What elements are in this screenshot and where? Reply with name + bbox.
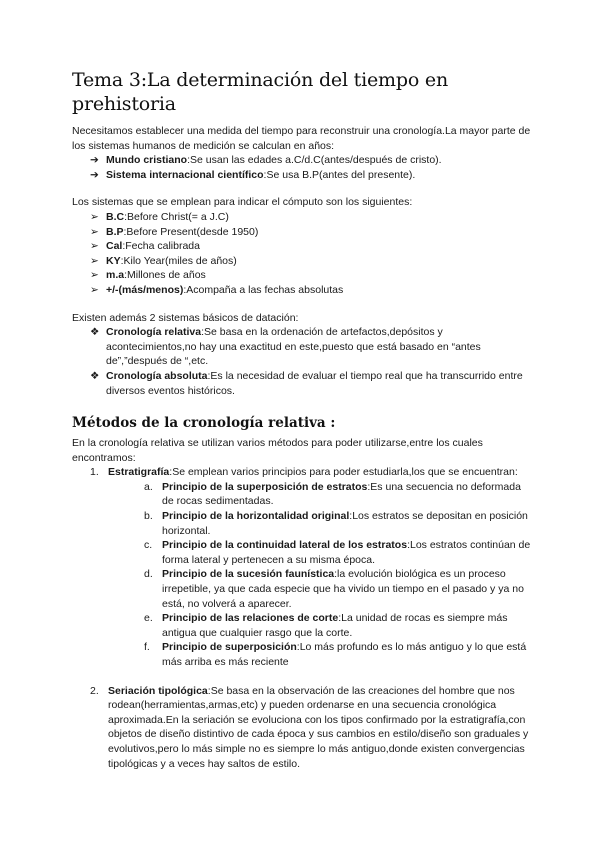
section-intro: En la cronología relativa se utilizan varios métodos para poder utilizarse,entre los cuales encontramos:: [72, 437, 483, 464]
intro-paragraph: Necesitamos establecer una medida del tiempo para reconstruir una cronología.La mayor parte de los sistemas humanos de medición se calculan en años:: [72, 125, 531, 152]
principle-item: b. Principio de la horizontalidad original:Los estratos se depositan en posición horizontal.: [144, 510, 528, 537]
list-item: ➢ Cal:Fecha calibrada: [90, 240, 200, 253]
systems-intro: Los sistemas que se emplean para indicar el cómputo son los siguientes:: [72, 196, 413, 209]
principles-list: [108, 480, 532, 670]
list-number: 2.: [90, 684, 99, 697]
intro-list: [72, 153, 532, 182]
method-item: 1. Estratigrafía:Se emplean varios principios para poder estudiarla,los que se encuentran: a. Principio de la superposición de estratos:Es una secuencia no deformada de rocas sedimentadas. b. Principio de la horizontalidad original:Los estratos se depositan en posición horizontal. c. Principio de la continuidad lateral de los estratos:Los estratos continúan de forma lateral y pertenecen a su misma época. d. Principio de la sucesión faunística:la evolución biológica es un proceso irrepetible, ya que cada especie que ha vivido un tiempo en el pasado y ya no está, no volverá a aparecer. e. Principio de las relaciones de corte:La unidad de rocas es siempre más antigua que cualquier rasgo que la corte. f. Principio de superposición:Lo más profundo es lo más antiguo y lo que está más arriba es más reciente: [90, 466, 531, 668]
list-item: ➢ KY:Kilo Year(miles de años): [90, 254, 237, 267]
method-item: 2. Seriación tipológica:Se basa en la observación de las creaciones del hombre que nos rodean(herramientas,armas,etc) y pueden ordenarse en una secuencia cronológica aproximada.En la seriación se evoluciona con los tipos confirmado por la estratigrafía,con objetos de diseño distintivo de cada época y sus cambios en estilo/diseño son graduales y evolutivos,pero lo más simple no es siempre lo más antiguo,donde existen convergencias tipológicas y a veces hay saltos de estilo.: [90, 684, 529, 770]
principle-item: e. Principio de las relaciones de corte:La unidad de rocas es siempre más antigua que cualquier rasgo que la corte.: [144, 612, 508, 639]
dating-list: [72, 325, 532, 398]
triangle-bullet-icon: ➢: [90, 283, 99, 296]
diamond-bullet-icon: ❖: [90, 326, 100, 339]
principle-item: d. Principio de la sucesión faunística:la evolución biológica es un proceso irrepetible, ya que cada especie que ha vivido un tiempo en el pasado y ya no está, no volverá a aparecer.: [144, 568, 524, 610]
triangle-bullet-icon: ➢: [90, 269, 99, 282]
systems-list: [72, 210, 532, 298]
dating-intro: Existen además 2 sistemas básicos de datación:: [72, 311, 299, 324]
arrow-icon: ➔: [90, 154, 99, 167]
triangle-bullet-icon: ➢: [90, 254, 99, 267]
principle-item: f. Principio de superposición:Lo más profundo es lo más antiguo y lo que está más arriba es más reciente: [144, 641, 527, 668]
section-heading: Métodos de la cronología relativa :: [72, 415, 336, 432]
triangle-bullet-icon: ➢: [90, 240, 99, 253]
principle-item: c. Principio de la continuidad lateral de los estratos:Los estratos continúan de forma lateral y pertenecen a su misma época.: [144, 539, 531, 566]
list-item: ➔ Mundo cristiano:Se usan las edades a.C/d.C(antes/después de cristo).: [90, 154, 442, 167]
list-item: ➢ B.C:Before Christ(= a J.C): [90, 210, 229, 223]
triangle-bullet-icon: ➢: [90, 210, 99, 223]
list-item: ➔ Sistema internacional científico:Se usa B.P(antes del presente).: [90, 168, 416, 181]
list-item: ➢ B.P:Before Present(desde 1950): [90, 225, 259, 238]
list-letter: e.: [144, 612, 153, 625]
list-letter: b.: [144, 510, 153, 523]
arrow-icon: ➔: [90, 168, 99, 181]
list-letter: d.: [144, 568, 153, 581]
document-page: [72, 68, 532, 771]
list-number: 1.: [90, 466, 99, 479]
list-item: ❖ Cronología relativa:Se basa en la ordenación de artefactos,depósitos y acontecimientos,no hay una exactitud en este,puesto que está basado en “antes de”,”después de “,etc.: [90, 326, 481, 368]
list-letter: a.: [144, 480, 153, 493]
triangle-bullet-icon: ➢: [90, 225, 99, 238]
list-item: ➢ +/-(más/menos):Acompaña a las fechas absolutas: [90, 283, 344, 296]
document-title: Tema 3:La determinación del tiempo en prehistoria: [72, 69, 448, 115]
diamond-bullet-icon: ❖: [90, 369, 100, 382]
methods-list: [72, 465, 532, 771]
list-letter: c.: [144, 539, 153, 552]
list-letter: f.: [144, 641, 150, 654]
list-item: ❖ Cronología absoluta:Es la necesidad de evaluar el tiempo real que ha transcurrido entre diversos eventos históricos.: [90, 369, 523, 397]
principle-item: a. Principio de la superposición de estratos:Es una secuencia no deformada de rocas sedimentadas.: [144, 480, 521, 508]
list-item: ➢ m.a:Millones de años: [90, 269, 206, 282]
